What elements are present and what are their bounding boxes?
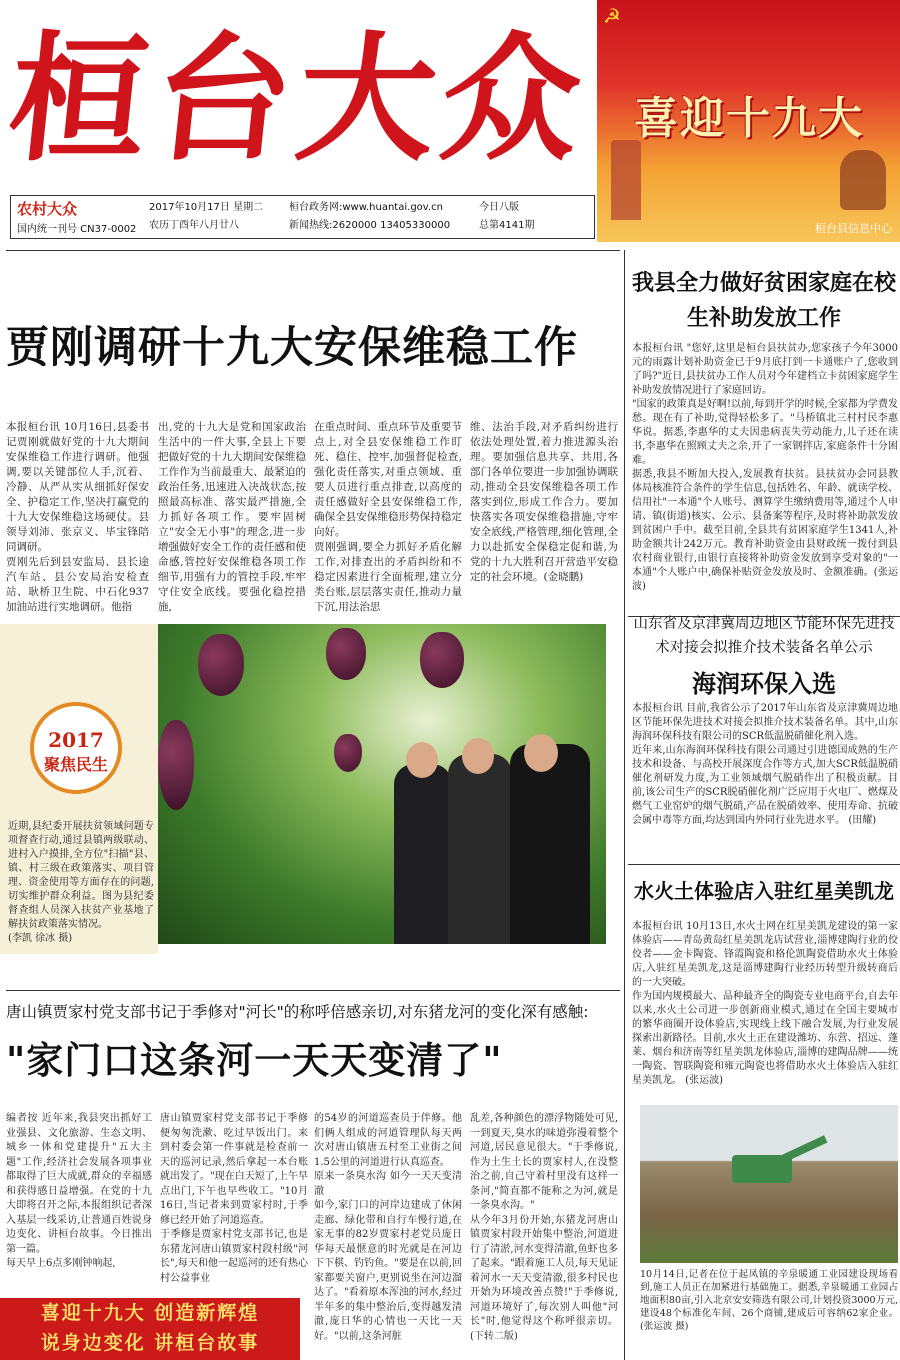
person-face — [406, 742, 438, 778]
website-link[interactable]: 桓台政务网:www.huantai.gov.cn — [289, 202, 443, 213]
lead-col-4: 维、法治手段,对矛盾纠纷进行依法处理处置,着力推进源头治理。要加强信息共享、共用,各部门各单位要进一步加强协调联动,推动全县安保维稳各项工作落实到位,形成工作合力。要加快落实各项安保维稳措施,守牢安全底线,严格管理,细化管理,全力以赴抓安全保稳定促和谐,为党的十九大胜利召开营造平安稳定的社会环境。(金晓鹏) — [470, 421, 618, 583]
divider — [628, 864, 900, 865]
divider — [6, 250, 620, 251]
lunar-date: 农历丁酉年八月廿八 — [149, 220, 239, 231]
excavator-arm — [781, 1135, 828, 1163]
construction-site-photo — [640, 1105, 898, 1263]
paper-logo: 农村大众 — [17, 200, 78, 218]
celebration-banner — [597, 0, 900, 242]
construction-photo-caption: 10月14日,记者在位于起凤镇的辛泉暖通工业园建设现场看到,施工人员正在加紧进行基础施工。据悉,辛泉暖通工业园占地面积80亩,引入北京安安筛选有限公司,计划投资3000万元,建设48个标准化车间、26个商铺,建成后可容纳62家企业。 (张运波 摄) — [640, 1269, 898, 1332]
news-hotline: 新闻热线:2620000 13405330000 — [289, 220, 451, 231]
person-figure — [448, 754, 512, 944]
vineyard-photo — [158, 624, 606, 944]
newspaper-title: 桓台大众 — [1, 17, 595, 180]
masthead — [0, 0, 900, 242]
grape-cluster — [334, 734, 362, 772]
river-headline: "家门口这条河一天天变清了" — [6, 1038, 503, 1082]
issue-date: 2017年10月17日 星期二 — [149, 202, 264, 213]
grape-cluster — [198, 634, 244, 696]
slogan-banner — [0, 1298, 300, 1360]
lead-col-3: 在重点时间、重点环节及重要节点上,对全县安保维稳工作盯死、稳住、控牢,加强督促检查,强化责任落实,对重点领域、重要人员进行重点排查,以高度的责任感做好全县安保维稳工作,确保全县安保维稳形势保持稳定向好。 贾刚强调,要全力抓好矛盾化解工作,对排查出的矛盾纠纷和不稳定因素进行全面梳理,建立分类台账,层层落实责任,推动力量下沉,用法治思 — [314, 421, 462, 613]
story2-body: 本报桓台讯 目前,我省公示了2017年山东省及京津冀周边地区节能环保先进技术对接会拟推介技术装备名单。其中,山东海润环保科技有限公司的SCR低温脱硝催化剂入选。 近年来,山东海润环保科技有限公司通过引进德国成熟的生产技术和设备、与高校开展深度合作等方式,加大SCR低温脱硝催化剂研发力度,为工业领域烟气脱硝作出了积极贡献。目前,该公司生产的SCR脱硝催化剂广泛应用于火电厂、燃煤及燃气工业窑炉的烟气脱硝,产品在脱硝效率、使用寿命、抗破会属中毒等方面,均达到国内外同行业先进水平。 (田耀) — [632, 703, 898, 826]
person-figure — [510, 744, 590, 944]
grape-cluster — [158, 720, 194, 810]
person-face — [524, 734, 558, 772]
lead-col-2: 出,党的十九大是党和国家政治生活中的一件大事,全县上下要把做好党的十九大期间安保维稳工作作为当前最重大、最紧迫的政治任务,迅速进入决战状态,按照最高标准、落实最严措施,全力抓好各项工作。要牢固树立"安全无小事"的理念,进一步增强做好安全工作的责任感和使命感,管控好安保维稳各项工作细节,用强有力的管控手段,牢牢守住安全底线。要强化稳控措施, — [158, 421, 306, 613]
banner-headline: 喜迎十九大 — [634, 93, 864, 144]
story3-headline: 水火土体验店入驻红星美凯龙 — [634, 879, 894, 903]
lead-headline: 贾刚调研十九大安保维稳工作 — [6, 323, 578, 373]
story1-body: 本报桓台讯 "您好,这里是桓台县扶贫办,您家孩子今年3000元的雨露计划补助资金已于9月底打到一卡通账户了,您收到了吗?"近日,县扶贫办工作人员对今年建档立卡贫困家庭学生补助发放情况进行了家庭回访。 "国家的政策真是好啊!以前,每到开学的时候,全家都为学费发愁。现在有了补助,觉得轻松多了。"马桥镇北三村村民李惠华说。据悉,李惠华的丈夫因患病丧失劳动能力,儿子还在读书,李惠华在照顾丈夫之余,开了一家钢拌店,家庭条件十分困难。 据悉,我县不断加大投入,发展教育扶贫。县扶贫办会同县教体局核准符合条件的学生信息,包括姓名、年龄、就读学校、信用社"一本通"个人账号、测算学生缴纳费用等,通过个人申请、镇(街道)核实、公示、县备案等程序,及时将补助款发放到贫困户手中。截至目前,全县共有贫困家庭学生1341人,补助金额共计242万元。教育补助资金由县财政统一拨付到县农村商业银行,由银行直接将补助资金发放到享受对象的"一本通"个人账户中,确保补贴资金发放及时、金额准确。(张运波) — [632, 343, 898, 592]
issue-number: 总第4141期 — [479, 220, 535, 231]
stone-lion-illustration — [840, 150, 886, 210]
river-col-3: 的54岁的河道巡查员于伴修。他们俩人组成的河道管理队每天两次对唐山镇唐五村至工业街之间1.5公里的河道进行认真巡查。 原来一条臭水沟 如今一天天变清澈 如今,家门口的河岸边建成了休闲走廊、绿化带和自行车慢行道,在家无事的82岁贾家村老党员庞日华每天最惬意的时光就是在河边下下棋、钓钓鱼。"要是在以前,回家都要关窗户,更别说坐在河边溜达了。"看着原本浑浊的河水,经过半年多的集中整治后,变得越发清澈,庞日华的心情也一天比一天好。"以前,这条河脏 — [314, 1113, 462, 1342]
river-subhead: 唐山镇贾家村党支部书记于季修对"河长"的称呼倍感亲切,对东猪龙河的变化深有感触: — [6, 1003, 589, 1021]
focus-badge — [30, 702, 122, 794]
badge-text: 聚焦民生 — [43, 755, 108, 774]
page-count: 今日八版 — [479, 202, 519, 213]
grape-cluster — [420, 632, 464, 688]
badge-year: 2017 — [48, 728, 104, 752]
river-col-1: 编者按 近年来,我县突出抓好工业强县、文化旅游、生态文明、城乡一体和党建提升"五大主题"工作,经济社会发展各项事业都取得了巨大成就,群众的幸福感和获得感日益增强。在党的十九大即将召开之际,本报组织记者深入基层一线采访,让普通百姓说身边变化、讲桓台故事。今日推出第一篇。 每天早上6点多刚钟响起, — [6, 1113, 152, 1269]
story1-headline: 我县全力做好贫困家庭在校生补助发放工作 — [631, 270, 896, 331]
river-col-4: 乱差,各种颜色的漂浮物随处可见,一到夏天,臭水的味道弥漫着整个河道,居民意见很大。"于季修说,作为土生土长的贾家村人,在没整治之前,自己守着村里没有这样一条河,"简直都不能称之为河,就是一条臭水沟。" 从今年3月份开始,东猪龙河唐山镇贾家村段开始集中整治,河道进行了清淤,河水变得清澈,鱼虾也多了起来。"跟着施工人员,每天见证着河水一天天变清澈,很多村民也开始为环境改善点赞!"于季修说,河道环境好了,每次别人叫他"河长"时,他觉得这个称呼很亲切。 (下转二版) — [470, 1113, 618, 1342]
photo-caption: 近期,县纪委开展扶贫领域问题专项督查行动,通过县镇两级联动、进村入户摸排,全方位"扫描"县、镇、村三级在政策落实、项目管理、资金使用等方面存在的问题,切实维护群众利益。图为县纪委督查组人员深入扶贫产业基地了解扶贫政策落实情况。 (李凯 徐冰 摄) — [8, 821, 154, 944]
person-face — [462, 738, 494, 774]
story2-headline: 海润环保入选 — [692, 669, 836, 698]
divider — [6, 990, 620, 991]
cn-number: 国内统一刊号 CN37-0002 — [17, 224, 137, 235]
person-figure — [394, 764, 452, 944]
lead-col-1: 本报桓台讯 10月16日,县委书记贾刚就做好党的十九大期间安保维稳工作进行调研。他强调,要以关键部位人手,沉着、冷静、从严从实从细抓好保安全、护稳定工作,坚决打赢党的十九大安保维稳这场硬仗。县领导刘沛、张京义、毕宝锋陪同调研。 贾刚先后到县安监局、县长途汽车站、县公安局治安检查站、耿桥卫生院、中石化937加油站进行实地调研。他指 — [6, 421, 149, 613]
slogan-line-1: 喜迎十九大 创造新辉煌 — [40, 1302, 260, 1324]
issue-info-bar — [10, 195, 595, 239]
story2-subhead: 山东省及京津冀周边地区节能环保先进技术对接会拟推介技术装备名单公示 — [633, 616, 895, 656]
banner-credit: 桓台县信息中心 — [815, 222, 892, 235]
slogan-line-2: 说身边变化 讲桓台故事 — [40, 1332, 260, 1354]
river-col-2: 唐山镇贾家村党支部书记于季修便匆匆洗漱、吃过早饭出门。来到村委会第一件事就是检查前一天的巡河记录,然后拿起一本台账就出发了。"现在白天短了,上午早点出门,下午也早些收工。"10月16日,当记者来到贾家村时,于季修已经开始了河道巡查。 于季修是贾家村党支部书记,也是东猪龙河唐山镇贾家村段村级"河长",每天和他一起巡河的还有热心村公益事业 — [160, 1113, 308, 1284]
newspaper-title-logo — [1, 6, 595, 192]
story3-body: 本报桓台讯 10月13日,水火土网在红星美凯龙建设的第一家体验店——青岛黄岛红星美凯龙店试营业,淄博建陶行业的佼佼者——金卡陶瓷、锋霞陶瓷和格伦凯陶瓷借助水火土体验店,入驻红星美凯龙,这是淄博建陶行业经历转型升级转商后的一大突破。 作为国内规模最大、品种最齐全的陶瓷专业电商平台,自去年以来,水火土公司进一步创新商业模式,通过在全国主要城市的繁华商圈开设体验店,实现线上线下融合发展,为行业发展探索出新路径。目前,水火土正在建设潍坊、东营、招远、蓬莱、烟台和济南等红星美凯龙体验店,淄博的建陶品牌——统一陶瓷、智联陶瓷和雍元陶瓷也将借助水火土体验店入驻红星美凯龙。 (张运波) — [632, 921, 898, 1086]
grape-cluster — [326, 628, 366, 680]
column-divider — [624, 250, 625, 1360]
focus-caption-box — [0, 624, 158, 954]
tower-illustration — [611, 140, 641, 220]
party-flag-icon: ☭ — [603, 4, 621, 28]
